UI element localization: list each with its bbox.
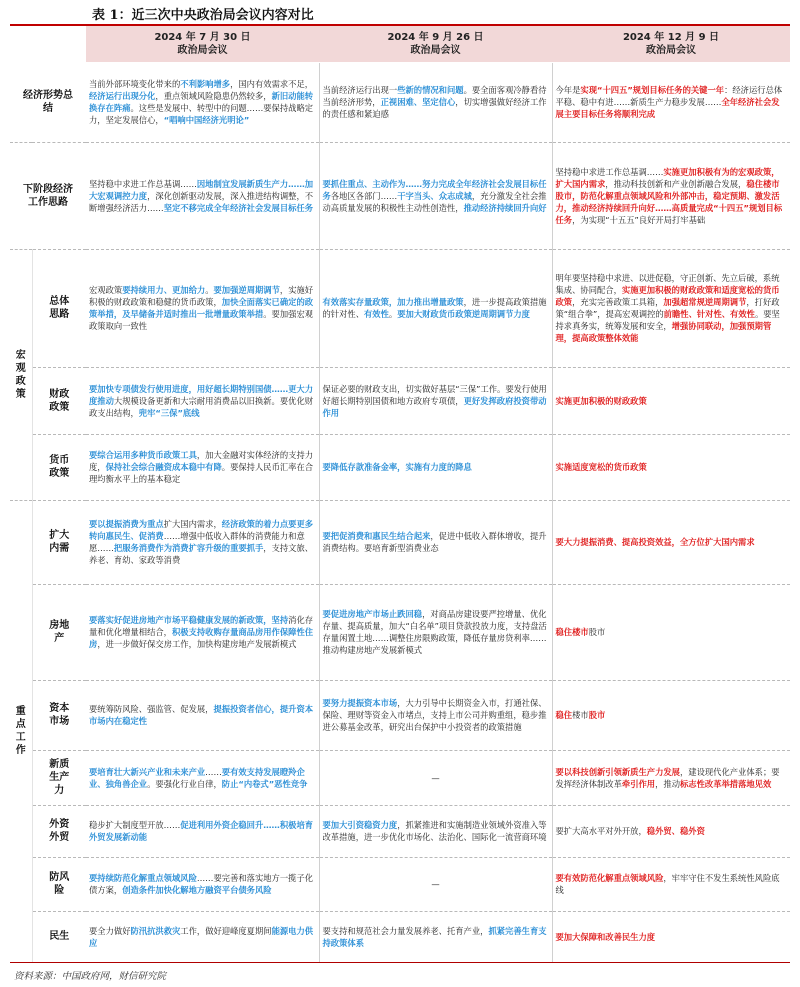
cell-text-segment: ，支持文旅、养老、育幼、家政等消费 (89, 543, 314, 565)
cell-dec (552, 249, 790, 367)
row-label (32, 584, 86, 680)
cell-text-segment: ，重点领域风险隐患仍然较多， (155, 91, 272, 101)
header-corner (10, 26, 86, 62)
cell-text-segment: ，建设现代化产业体系；要发挥经济体制改革 (555, 766, 780, 789)
cell-text (323, 926, 547, 948)
highlight-text-segment: 要加大引资稳资力度 (322, 820, 398, 830)
cell-sep (319, 434, 552, 500)
cell-dec (552, 911, 790, 962)
cell-dec (552, 680, 790, 750)
highlight-text-segment: 稳住楼市 (555, 627, 589, 637)
highlight-text-segment: 要抓住重点、主动作为……努力完成全年经济社会发展目标任务 (322, 178, 547, 201)
cell-sep (319, 249, 552, 367)
row-label-text: 财政政策 (49, 388, 70, 413)
cell-text (556, 396, 647, 406)
header-col-2 (319, 26, 552, 62)
row-label-text: 防风险 (49, 872, 70, 896)
cell-jul (86, 680, 319, 750)
cell-text (89, 285, 313, 331)
cell-text-segment: 宏观政策 (89, 285, 123, 295)
cell-sep (319, 805, 552, 857)
highlight-text-segment: 稳住 (555, 710, 573, 720)
group-label-key-work (10, 500, 32, 962)
highlight-text-segment: 牵引作用 (621, 778, 656, 789)
cell-jul (86, 249, 319, 367)
cell-jul (86, 584, 319, 680)
cell-text-segment: 各地区各部门…… (330, 190, 398, 201)
cell-text (89, 79, 313, 125)
table-title: 表 1：近三次中央政治局会议内容对比 (92, 8, 314, 23)
row-label-text: 资本市场 (49, 703, 70, 727)
highlight-text-segment: 要把促消费和惠民生结合起来 (322, 531, 431, 541)
highlight-text-segment: 促进利用外资企稳回升……积极培育外贸发展新动能 (89, 820, 314, 842)
highlight-text-segment: 不利影响增多 (180, 79, 231, 89)
row-real-estate (10, 584, 790, 680)
highlight-text-segment: 稳外贸、稳外资 (646, 826, 705, 836)
cell-sep (319, 62, 552, 142)
cell-text-segment: 。要坚持求真务实，统筹发展和安全， (555, 309, 780, 331)
cell-text-segment: 股市 (588, 627, 606, 637)
row-label-text: 下阶段经济工作思路 (23, 183, 73, 208)
cell-text-segment: ……增强中低收入群体的消费能力和意愿…… (89, 531, 305, 553)
header-date: 2024 年 12 月 9 日 (622, 31, 720, 43)
source-rule (10, 962, 790, 963)
row-label (10, 142, 86, 249)
cell-text-segment: 明年要坚持稳中求进、以进促稳，守正创新、先立后破，系统集成、协同配合， (555, 273, 780, 295)
highlight-text-segment: 些新的情况和问题 (397, 85, 464, 95)
cell-text-segment: 要支持和规范社会力量发展养老、托育产业， (322, 925, 489, 936)
cell-text (323, 384, 547, 418)
cell-text-segment: 要统筹防风险、强监管、促发展， (89, 704, 214, 714)
highlight-text-segment: 实施适度宽松的货币政策 (555, 462, 647, 472)
cell-text-segment: 。要加强宏观政策取向一致性 (89, 309, 314, 331)
cell-text-segment: 。这些是发展中、转型中的问题……要保持战略定力，坚定发展信心， (89, 103, 314, 125)
cell-dec (552, 857, 790, 911)
group-label-macro (10, 249, 32, 500)
cell-text-segment: 消化存量和优化增量相结合， (89, 615, 314, 637)
row-label-text: 民生 (49, 931, 70, 942)
highlight-text-segment: 要有效防范化解重点领域风险 (555, 873, 664, 883)
highlight-text-segment: 提振投资者信心，提升资本市场内在稳定性 (89, 704, 314, 726)
cell-text (89, 179, 313, 213)
highlight-text-segment: 防汛抗洪救灾 (130, 925, 181, 936)
highlight-text-segment: 推动经济持续回升向好 (463, 202, 547, 213)
cell-jul (86, 911, 319, 962)
cell-text-segment: 。 (388, 309, 398, 319)
highlight-text-segment: 实施更加积极有为的宏观政策，扩大国内需求 (555, 166, 780, 189)
cell-text (89, 873, 313, 895)
cell-dec (552, 62, 790, 142)
highlight-text-segment: 把服务消费作为消费扩容升级的重要抓手 (113, 543, 264, 553)
cell-text-segment: ，为实现“十五五”良好开局打牢基础 (572, 214, 706, 225)
highlight-text-segment: 抓紧完善生育支持政策体系 (322, 925, 547, 948)
highlight-text-segment: 标志性改革举措落地见效 (680, 778, 772, 789)
row-next-stage-plan (10, 142, 790, 249)
cell-text-segment: 楼市 (572, 710, 589, 720)
cell-text-segment: — (431, 879, 440, 889)
highlight-text-segment: 要降低存款准备金率，实施有力度的降息 (322, 462, 472, 472)
cell-text-segment: ，进一步做好保交房工作，加快构建房地产发展新模式 (97, 639, 297, 649)
highlight-text-segment: 加快全面落实已确定的政策举措，及早储备并适时推出一批增量政策举措 (89, 297, 314, 319)
comparison-table (10, 26, 790, 963)
cell-text (556, 85, 783, 119)
cell-text-segment: ，推动 (655, 778, 680, 789)
cell-text (89, 615, 313, 649)
cell-text-segment: ：经济运行总体平稳、稳中有进……新质生产力稳步发展…… (555, 85, 783, 107)
cell-text (323, 609, 547, 655)
highlight-text-segment: 更好发挥政府投资带动作用 (322, 395, 547, 418)
cell-text (556, 627, 606, 637)
cell-jul (86, 367, 319, 434)
cell-text (556, 710, 606, 720)
highlight-text-segment: 股市 (588, 710, 606, 720)
row-label (32, 805, 86, 857)
cell-text-segment: ，推动科技创新和产业创新融合发展， (605, 178, 747, 189)
cell-text-segment: ，抓紧推进和实施制造业领域外资准入等改革措施，进一步优化市场化、法治化、国际化一流营商环境 (322, 820, 547, 842)
group-label-text: 宏观政策 (15, 349, 26, 400)
highlight-text-segment: 要加快专项债发行使用进度，用好超长期特别国债……更大力度推动 (89, 383, 314, 406)
row-capital-market (10, 680, 790, 750)
cell-dec (552, 434, 790, 500)
cell-text-segment: ，切实增强做好经济工作的责任感和紧迫感 (322, 97, 547, 119)
cell-text-segment: 当前经济运行出现一 (322, 85, 398, 95)
row-label (32, 434, 86, 500)
cell-text-segment: 要全力做好 (89, 925, 131, 936)
cell-text (89, 519, 313, 565)
highlight-text-segment: 有效落实存量政策，加力推出增量政策 (322, 297, 464, 307)
row-label (32, 857, 86, 911)
cell-text-segment: ，促进中低收入群体增收，提升消费结构。要培育新型消费业态 (322, 531, 547, 553)
highlight-text-segment: 加强超常规逆周期调节 (663, 297, 747, 307)
cell-sep (319, 500, 552, 584)
cell-text-segment: 要扩大高水平对外开放， (555, 826, 647, 836)
cell-text (89, 820, 313, 842)
cell-dec (552, 500, 790, 584)
header-meeting: 政治局会议 (410, 44, 461, 56)
cell-text-segment: ，实施好积极的财政政策和稳健的货币政策， (89, 285, 314, 307)
row-foreign-trade (10, 805, 790, 857)
cell-text-segment: 工作，做好迎峰度夏期间 (180, 925, 272, 936)
highlight-text-segment: 兜牢“三保”底线 (138, 407, 200, 418)
row-label (32, 500, 86, 584)
cell-text-segment: 保证必要的财政支出，切实做好基层“三保”工作。要发行使用好超长期特别国债和地方政府专项债， (322, 383, 547, 406)
row-label-text: 新质生产力 (49, 759, 70, 796)
cell-sep (319, 750, 552, 805)
cell-text-segment: ，充分激发全社会推动高质量发展的积极性主动性创造性， (322, 190, 547, 213)
highlight-text-segment: 要以科技创新引领新质生产力发展 (555, 766, 680, 777)
highlight-text-segment: 能源电力供应 (89, 925, 314, 948)
cell-text (323, 820, 547, 842)
header-meeting: 政治局会议 (646, 44, 696, 56)
row-domestic-demand (10, 500, 790, 584)
cell-dec (552, 367, 790, 434)
cell-sep (319, 584, 552, 680)
cell-text-segment: 。要保持人民币汇率在合理均衡水平上的基本稳定 (89, 462, 314, 484)
highlight-text-segment: 新旧动能转换存在阵痛 (89, 91, 314, 113)
cell-text-segment: 坚持稳中求进工作总基调…… (89, 178, 197, 189)
highlight-text-segment: 坚定不移完成全年经济社会发展目标任务 (163, 202, 314, 213)
highlight-text-segment: 因地制宜发展新质生产力……加大宏观调控力度 (89, 178, 314, 201)
cell-text-segment: 。要强化行业自律， (147, 778, 222, 789)
cell-text (89, 450, 313, 484)
cell-dec (552, 142, 790, 249)
cell-text-segment: 稳步扩大制度型开放…… (89, 820, 181, 830)
cell-text-segment: ……要完善和落实地方一揽子化债方案， (89, 873, 314, 895)
cell-text (323, 85, 547, 119)
cell-text (556, 167, 783, 225)
row-label (32, 249, 86, 367)
row-label (32, 750, 86, 805)
cell-text-segment: 。 (205, 285, 214, 295)
cell-jul (86, 62, 319, 142)
row-economic-situation (10, 62, 790, 142)
cell-text-segment: ，加大金融对实体经济的支持力度， (89, 450, 314, 472)
cell-text-segment: ，国内有效需求不足， (230, 79, 314, 89)
row-label-text: 经济形势总结 (23, 90, 73, 114)
cell-text (556, 826, 705, 836)
highlight-text-segment: 增强协同联动，加强预期管理，提高政策整体效能 (555, 321, 772, 343)
cell-text (89, 926, 313, 948)
cell-text-segment: …… (205, 766, 222, 777)
highlight-text-segment: 保持社会综合融资成本稳中有降 (105, 462, 222, 472)
row-overall-approach (10, 249, 790, 367)
cell-sep (319, 142, 552, 249)
cell-text (323, 179, 547, 213)
cell-text-segment: 当前外部环境变化带来的 (89, 79, 181, 89)
cell-text-segment: ，牢牢守住不发生系统性风险底线 (555, 873, 780, 895)
cell-text-segment: ，大力引导中长期资金入市，打通社保、保险、理财等资金入市堵点，支持上市公司并购重组，稳步推进公募基金改革，研究出台保护中小投资者的政策措施 (322, 698, 547, 732)
cell-text (323, 698, 547, 732)
cell-sep (319, 911, 552, 962)
cell-text-segment: 大规模设备更新和大宗耐用消费品以旧换新。要优化财政支出结构， (89, 395, 314, 418)
cell-jul (86, 805, 319, 857)
cell-text-segment: 今年是 (555, 85, 581, 95)
highlight-text-segment: 积极支持收购存量商品房用作保障性住房 (89, 627, 314, 649)
highlight-text-segment: 要加大保障和改善民生力度 (555, 931, 656, 942)
header-date: 2024 年 7 月 30 日 (154, 31, 251, 43)
cell-text (89, 767, 307, 789)
cell-jul (86, 750, 319, 805)
highlight-text-segment: 实施更加积极的财政政策 (555, 395, 647, 406)
highlight-text-segment: 正视困难、坚定信心 (380, 97, 456, 107)
highlight-text-segment: 要大力提振消费、提高投资效益，全方位扩大国内需求 (555, 537, 755, 547)
row-label-text: 外资外贸 (49, 819, 70, 843)
highlight-text-segment: 要加大财政货币政策逆周期调节力度 (397, 309, 530, 319)
cell-text-segment: ，对商品房建设要严控增量、优化存量、提高质量，加大“白名单”项目贷款投放力度，支持盘活存量闲置土地……调整住房限购政策，降低存量房贷利率……推动构建房地产发展新模式 (322, 609, 547, 655)
cell-text (431, 773, 439, 783)
row-label (10, 62, 86, 142)
highlight-text-segment: 全年经济社会发展主要目标任务将顺利完成 (555, 97, 780, 119)
cell-sep (319, 367, 552, 434)
header-col-3 (552, 26, 790, 62)
highlight-text-segment: 实现“十四五”规划目标任务的关键一年 (580, 85, 725, 95)
row-label (32, 680, 86, 750)
cell-text (556, 273, 780, 343)
highlight-text-segment: 要培育壮大新兴产业和未来产业 (89, 766, 206, 777)
cell-text-segment: ，打好政策“组合拳”，提高宏观调控的 (555, 297, 780, 319)
cell-text (89, 384, 313, 418)
highlight-text-segment: 要持续用力、更加给力 (122, 285, 206, 295)
row-new-productivity (10, 750, 790, 805)
highlight-text-segment: 要加强逆周期调节 (213, 285, 280, 295)
highlight-text-segment: 要持续防范化解重点领域风险 (89, 873, 197, 883)
highlight-text-segment: 要促进房地产市场止跌回稳 (322, 609, 423, 619)
cell-jul (86, 434, 319, 500)
highlight-text-segment: 前瞻性、针对性、有效性 (663, 309, 755, 319)
cell-text-segment: — (431, 772, 440, 783)
highlight-text-segment: 要以提振消费为重点 (89, 519, 164, 529)
cell-dec (552, 750, 790, 805)
highlight-text-segment: “唱响中国经济光明论” (163, 115, 250, 125)
row-label-text: 货币政策 (49, 455, 70, 479)
row-label (32, 911, 86, 962)
cell-text-segment: 扩大国内需求， (163, 519, 222, 529)
highlight-text-segment: 实施更加积极的财政政策和适度宽松的货币政策 (555, 285, 780, 307)
highlight-text-segment: 要综合运用多种货币政策工具 (89, 450, 197, 460)
row-monetary-policy (10, 434, 790, 500)
cell-text (323, 531, 547, 553)
highlight-text-segment: 稳住楼市股市，防范化解重点领域风险和外部冲击，稳定预期、激发活力，推动经济持续回升向好……高质量完成“十四五”规划目标任务 (555, 178, 783, 225)
cell-jul (86, 857, 319, 911)
cell-text (89, 704, 313, 726)
highlight-text-segment: 创造条件加快化解地方融资平台债务风险 (122, 885, 272, 895)
cell-jul (86, 142, 319, 249)
highlight-text-segment: 干字当头、众志成城 (397, 190, 472, 201)
cell-sep (319, 857, 552, 911)
cell-text (556, 932, 656, 942)
row-label (32, 367, 86, 434)
header-row (10, 26, 790, 62)
header-date: 2024 年 9 月 26 日 (387, 31, 484, 43)
highlight-text-segment: 经济政策的着力点要更多转向惠民生、促消费 (89, 519, 314, 541)
row-label-text: 房地产 (49, 620, 70, 644)
row-label-text: 扩大内需 (49, 530, 70, 554)
cell-text-segment: ，深化创新驱动发展，深入推进结构调整，不断增强经济活力…… (89, 190, 314, 213)
highlight-text-segment: 防止“内卷式”恶性竞争 (221, 778, 308, 789)
cell-text (556, 873, 780, 895)
cell-text (323, 462, 472, 472)
cell-text (556, 537, 755, 547)
highlight-text-segment: 经济运行出现分化 (89, 91, 156, 101)
row-livelihood (10, 911, 790, 962)
cell-sep (319, 680, 552, 750)
cell-text-segment: ，进一步提高政策措施的针对性、 (322, 297, 547, 319)
cell-text-segment: ，充实完善政策工具箱， (572, 297, 664, 307)
row-risk-prevention (10, 857, 790, 911)
highlight-text-segment: 有效性 (364, 309, 389, 319)
source-note: 资料来源：中国政府网，财信研究院 (14, 971, 167, 982)
highlight-text-segment: 要努力提振资本市场 (322, 698, 398, 708)
row-fiscal-policy (10, 367, 790, 434)
cell-text (556, 767, 780, 789)
highlight-text-segment: 要有效支持发展瞪羚企业、独角兽企业 (89, 766, 305, 789)
header-col-1 (86, 26, 319, 62)
header-meeting: 政治局会议 (177, 44, 228, 56)
cell-dec (552, 805, 790, 857)
cell-text (431, 879, 439, 889)
cell-text-segment: 坚持稳中求进工作总基调…… (555, 166, 664, 177)
cell-text (323, 297, 547, 319)
highlight-text-segment: 要落实好促进房地产市场平稳健康发展的新政策，坚持 (89, 615, 289, 625)
cell-jul (86, 500, 319, 584)
cell-text (556, 462, 647, 472)
group-label-text: 重点工作 (15, 706, 26, 756)
cell-dec (552, 584, 790, 680)
row-label-text: 总体思路 (49, 296, 70, 320)
cell-text-segment: 。要全面客观冷静看待当前经济形势， (322, 85, 547, 107)
